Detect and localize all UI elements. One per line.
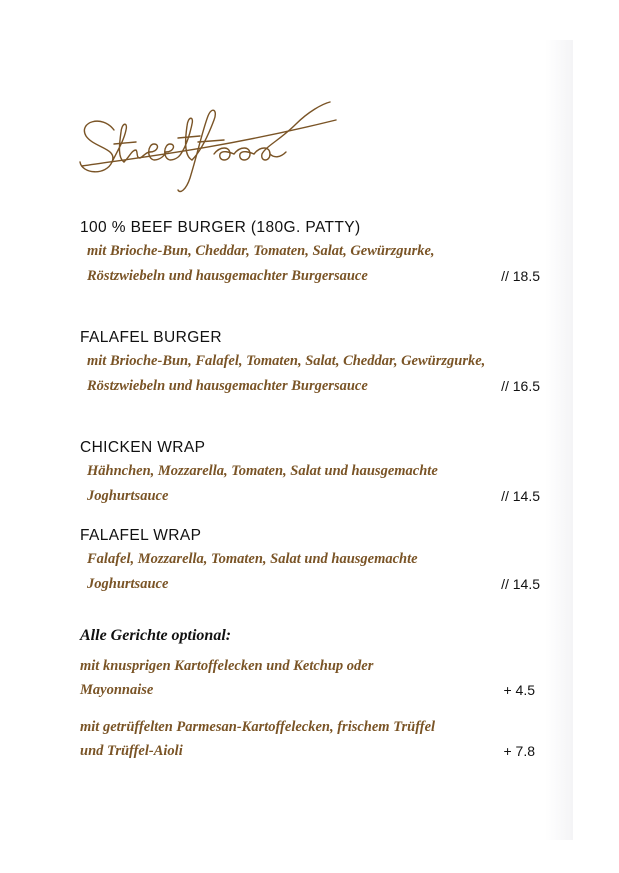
optional-side-description: mit knusprigen Kartoffelecken und Ketchup oder Mayonnaise bbox=[80, 658, 374, 698]
menu-item-description: Falafel, Mozzarella, Tomaten, Salat und hausgemachte Joghurtsauce bbox=[87, 551, 418, 592]
menu-item bbox=[80, 525, 540, 596]
optional-side-description: mit getrüffelten Parmesan-Kartoffelecken, frischem Trüffel und Trüffel-Aioli bbox=[80, 719, 436, 759]
script-heading-streetfood bbox=[74, 100, 344, 200]
page-edge-shadow bbox=[545, 40, 573, 840]
menu-item-description: mit Brioche-Bun, Cheddar, Tomaten, Salat, Gewürzgurke, Röstzwiebeln und hausgemachter Burgersauce bbox=[87, 243, 435, 284]
menu-item-price: // 18.5 bbox=[501, 268, 540, 284]
menu-section-heading bbox=[74, 100, 344, 200]
optional-side-item bbox=[80, 654, 535, 702]
optional-side-price: + 7.8 bbox=[503, 743, 535, 759]
menu-item-name: FALAFEL BURGER bbox=[80, 329, 222, 346]
menu-item bbox=[80, 327, 540, 398]
menu-item bbox=[80, 217, 540, 288]
menu-item-description: Hähnchen, Mozzarella, Tomaten, Salat und hausgemachte Joghurtsauce bbox=[87, 463, 438, 504]
optional-side-price: + 4.5 bbox=[503, 682, 535, 698]
menu-item-price: // 14.5 bbox=[501, 488, 540, 504]
menu-item-name: FALAFEL WRAP bbox=[80, 527, 202, 544]
menu-item-description: mit Brioche-Bun, Falafel, Tomaten, Salat, Cheddar, Gewürzgurke, Röstzwiebeln und hausgemachter Burgersauce bbox=[87, 353, 486, 394]
optional-sides-title: Alle Gerichte optional: bbox=[80, 627, 232, 644]
optional-side-item bbox=[80, 715, 535, 763]
menu-item bbox=[80, 437, 540, 508]
menu-item-name: 100 % BEEF BURGER (180G. PATTY) bbox=[80, 219, 361, 236]
menu-item-price: // 16.5 bbox=[501, 378, 540, 394]
menu-item-price: // 14.5 bbox=[501, 576, 540, 592]
menu-item-name: CHICKEN WRAP bbox=[80, 439, 206, 456]
